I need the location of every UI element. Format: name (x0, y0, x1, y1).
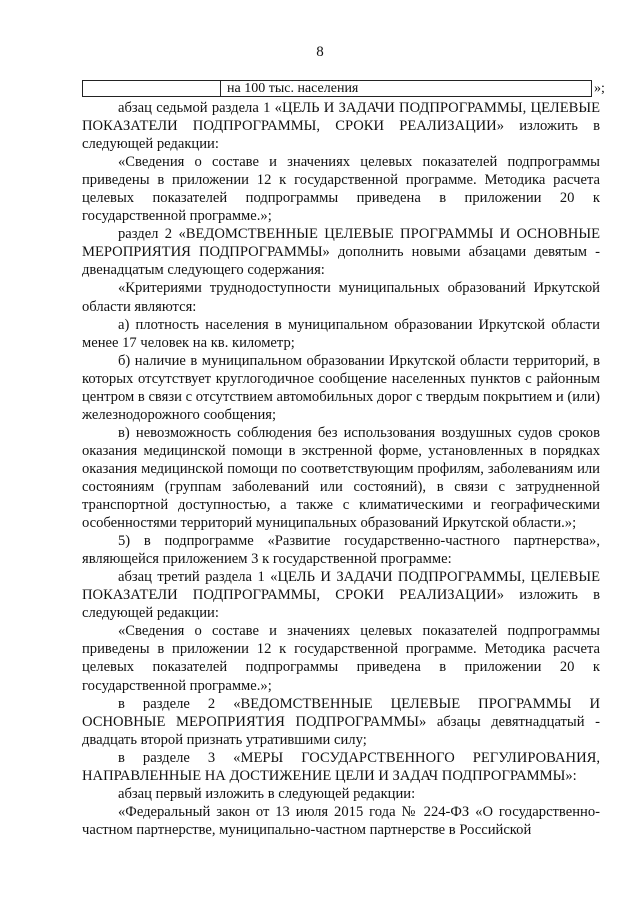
table-fragment (82, 80, 605, 97)
paragraph: «Федеральный закон от 13 июля 2015 года № 224-ФЗ «О государственно-частном партнерстве, муниципально-частном партнерстве в Российской (82, 803, 600, 838)
paragraph: абзац первый изложить в следующей редакции: (118, 785, 416, 802)
page-number: 8 (316, 44, 324, 60)
paragraph: «Критериями труднодоступности муниципальных образований Иркутской области являются: (82, 280, 600, 315)
paragraph: в разделе 2 «ВЕДОМСТВЕННЫЕ ЦЕЛЕВЫЕ ПРОГРАММЫ И ОСНОВНЫЕ МЕРОПРИЯТИЯ ПОДПРОГРАММЫ» абзацы девятнадцатый - двадцать второй признать утратившими силу; (82, 695, 600, 748)
table-cell-divider (220, 80, 221, 97)
table-cell-text: на 100 тыс. населения (227, 81, 359, 96)
body-text (82, 99, 600, 839)
paragraph: «Сведения о составе и значениях целевых показателей подпрограммы приведены в приложении 12 к государственной программе. Методика расчета целевых показателей подпрограммы приведена в приложении 20 к государственной программе.»; (82, 623, 600, 694)
paragraph: абзац третий раздела 1 «ЦЕЛЬ И ЗАДАЧИ ПОДПРОГРАММЫ, ЦЕЛЕВЫЕ ПОКАЗАТЕЛИ ПОДПРОГРАММЫ, СРОКИ РЕАЛИЗАЦИИ» изложить в следующей редакции: (82, 569, 600, 622)
paragraph: б) наличие в муниципальном образовании Иркутской области территорий, в которых отсутствует круглогодичное сообщение населенных пунктов с районным центром в связи с отсутствием автомобильных дорог с твердым покрытием и (или) железнодорожного сообщения; (82, 352, 600, 423)
paragraph: а) плотность населения в муниципальном образовании Иркутской области менее 17 человек на кв. километр; (82, 316, 600, 351)
paragraph: в разделе 3 «МЕРЫ ГОСУДАРСТВЕННОГО РЕГУЛИРОВАНИЯ, НАПРАВЛЕННЫЕ НА ДОСТИЖЕНИЕ ЦЕЛИ И ЗАДАЧ ПОДПРОГРАММЫ»: (82, 749, 600, 784)
table-closing-quote: »; (594, 81, 605, 96)
paragraph: абзац седьмой раздела 1 «ЦЕЛЬ И ЗАДАЧИ ПОДПРОГРАММЫ, ЦЕЛЕВЫЕ ПОКАЗАТЕЛИ ПОДПРОГРАММЫ, СРОКИ РЕАЛИЗАЦИИ» изложить в следующей редакции: (82, 100, 600, 153)
paragraph: «Сведения о составе и значениях целевых показателей подпрограммы приведены в приложении 12 к государственной программе. Методика расчета целевых показателей подпрограммы приведена в приложении 20 к государственной программе.»; (82, 154, 600, 225)
paragraph: 5) в подпрограмме «Развитие государственно-частного партнерства», являющейся приложением 3 к государственной программе: (82, 533, 600, 568)
paragraph: в) невозможность соблюдения без использования воздушных судов сроков оказания медицинской помощи в экстренной форме, установленных в порядках оказания медицинской помощи по соответствующим профилям, заболеваниям или состояниям (группам заболеваний или состояний), в связи с затрудненной транспортной доступностью, а также с климатическими и географическими особенностями территорий муниципальных образований Иркутской области.»; (82, 424, 600, 532)
paragraph: раздел 2 «ВЕДОМСТВЕННЫЕ ЦЕЛЕВЫЕ ПРОГРАММЫ И ОСНОВНЫЕ МЕРОПРИЯТИЯ ПОДПРОГРАММЫ» дополнить новыми абзацами девятым - двенадцатым следующего содержания: (82, 226, 600, 279)
